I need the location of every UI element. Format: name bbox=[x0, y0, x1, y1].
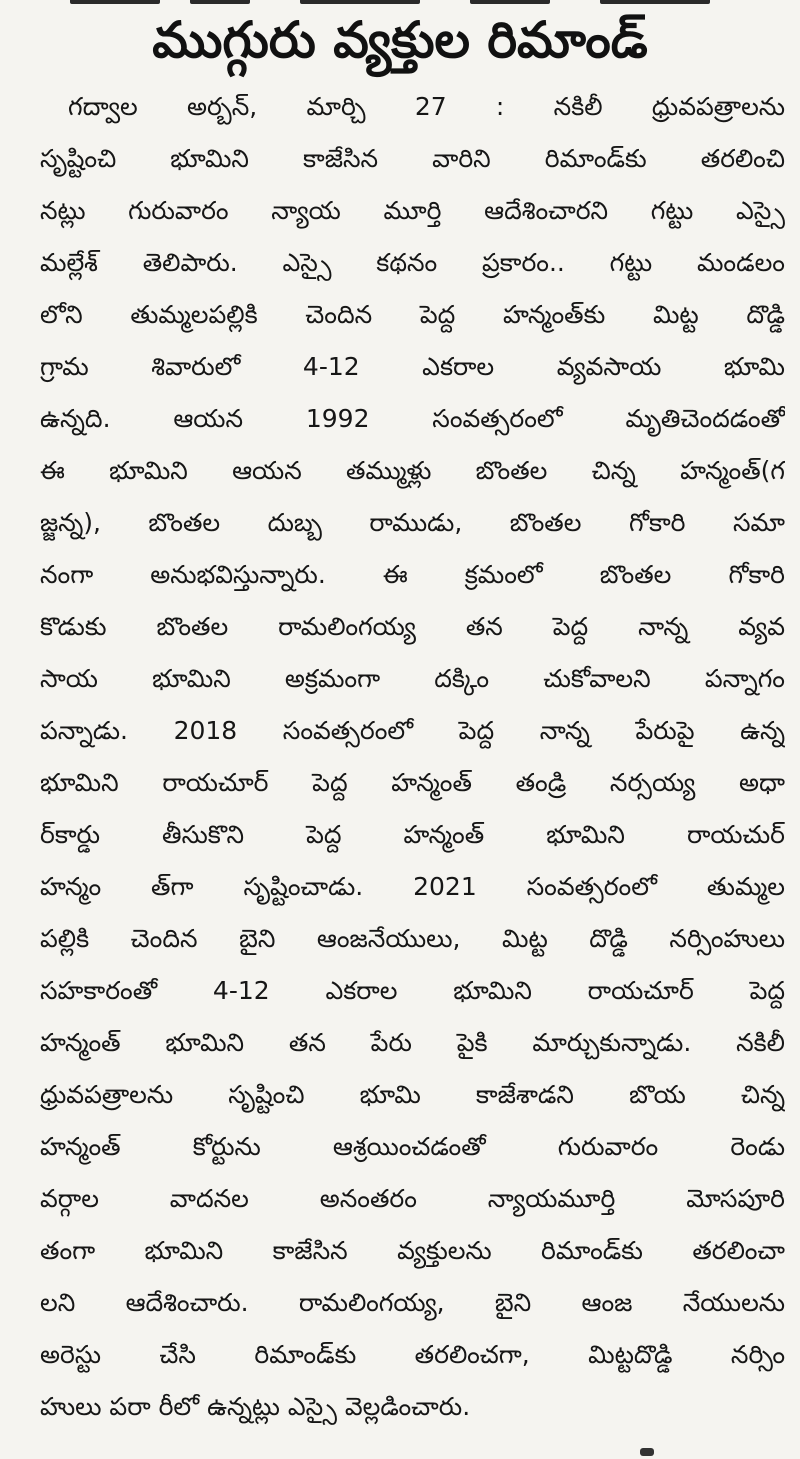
article-line: వర్గాల వాదనల అనంతరం న్యాయమూర్తి మోసపూరి bbox=[40, 1184, 785, 1213]
article-line: మల్లేశ్ తెలిపారు. ఎస్సై కథనం ప్రకారం.. గట్టు మండలం bbox=[40, 248, 785, 277]
article-line: నట్లు గురువారం న్యాయ మూర్తి ఆదేశించారని గట్టు ఎస్సై bbox=[40, 196, 785, 225]
article-line: నంగా అనుభవిస్తున్నారు. ఈ క్రమంలో బొంతల గోకారి bbox=[40, 560, 785, 589]
article-line-last: హులు పరా రీలో ఉన్నట్లు ఎస్సై వెల్లడించారు. bbox=[40, 1392, 471, 1421]
article-line: భూమిని రాయచూర్ పెద్ద హన్మంత్ తండ్రి నర్సయ్య అధా bbox=[40, 768, 785, 797]
article-line: పల్లికి చెందిన బైని ఆంజనేయులు, మిట్ట దొడ్డి నర్సింహులు bbox=[40, 924, 785, 953]
article-body bbox=[40, 82, 785, 1452]
article-line: లోని తుమ్మలపల్లికి చెందిన పెద్ద హన్మంత్‌కు మిట్ట దొడ్డి bbox=[40, 300, 785, 329]
article-line: గ్రామ శివారులో 4-12 ఎకరాల వ్యవసాయ భూమి bbox=[40, 352, 785, 381]
article-line: హన్మం త్‌గా సృష్టించాడు. 2021 సంవత్సరంలో తుమ్మల bbox=[40, 872, 785, 901]
article-line: ఈ భూమిని ఆయన తమ్ముళ్లు బొంతల చిన్న హన్మంత్(గ bbox=[40, 456, 785, 485]
article-line: సహకారంతో 4-12 ఎకరాల భూమిని రాయచూర్ పెద్ద bbox=[40, 976, 785, 1005]
next-article-fragment bbox=[640, 1448, 654, 1456]
article-line: సాయ భూమిని అక్రమంగా దక్కిం చుకోవాలని పన్నాగం bbox=[40, 664, 785, 693]
article-line: సృష్టించి భూమిని కాజేసిన వారిని రిమాండ్‌కు తరలించి bbox=[40, 144, 785, 173]
article-line: ధ్రువపత్రాలను సృష్టించి భూమి కాజేశాడని బొయ చిన్న bbox=[40, 1080, 785, 1109]
article-headline: ముగ్గురు వ్యక్తుల రిమాండ్ bbox=[152, 11, 648, 69]
article-line: గద్వాల అర్బన్, మార్చి 27 : నకిలీ ధ్రువపత్రాలను bbox=[68, 92, 785, 121]
article-line: ఉన్నది. ఆయన 1992 సంవత్సరంలో మృతిచెందడంతో bbox=[40, 404, 785, 433]
article-line: హన్మంత్ కోర్టును ఆశ్రయించడంతో గురువారం రెండు bbox=[40, 1132, 785, 1161]
article-line: జ్జన్న), బొంతల దుబ్బ రాముడు, బొంతల గోకారి సమా bbox=[40, 508, 785, 537]
article-line: కొడుకు బొంతల రామలింగయ్య తన పెద్ద నాన్న వ్యవ bbox=[40, 612, 785, 641]
article-line: తంగా భూమిని కాజేసిన వ్యక్తులను రిమాండ్‌కు తరలించా bbox=[40, 1236, 785, 1265]
article-line: హన్మంత్ భూమిని తన పేరు పైకి మార్చుకున్నాడు. నకిలీ bbox=[40, 1028, 785, 1057]
article-line: అరెస్టు చేసి రిమాండ్‌కు తరలించగా, మిట్టదొడ్డి నర్సిం bbox=[40, 1340, 785, 1369]
article-line: ర్‌కార్డు తీసుకొని పెద్ద హన్మంత్ భూమిని రాయచుర్ bbox=[40, 820, 785, 849]
article-line: పన్నాడు. 2018 సంవత్సరంలో పెద్ద నాన్న పేరుపై ఉన్న bbox=[40, 716, 785, 745]
article-line: లని ఆదేశించారు. రామలింగయ్య, బైని ఆంజ నేయులను bbox=[40, 1288, 785, 1317]
